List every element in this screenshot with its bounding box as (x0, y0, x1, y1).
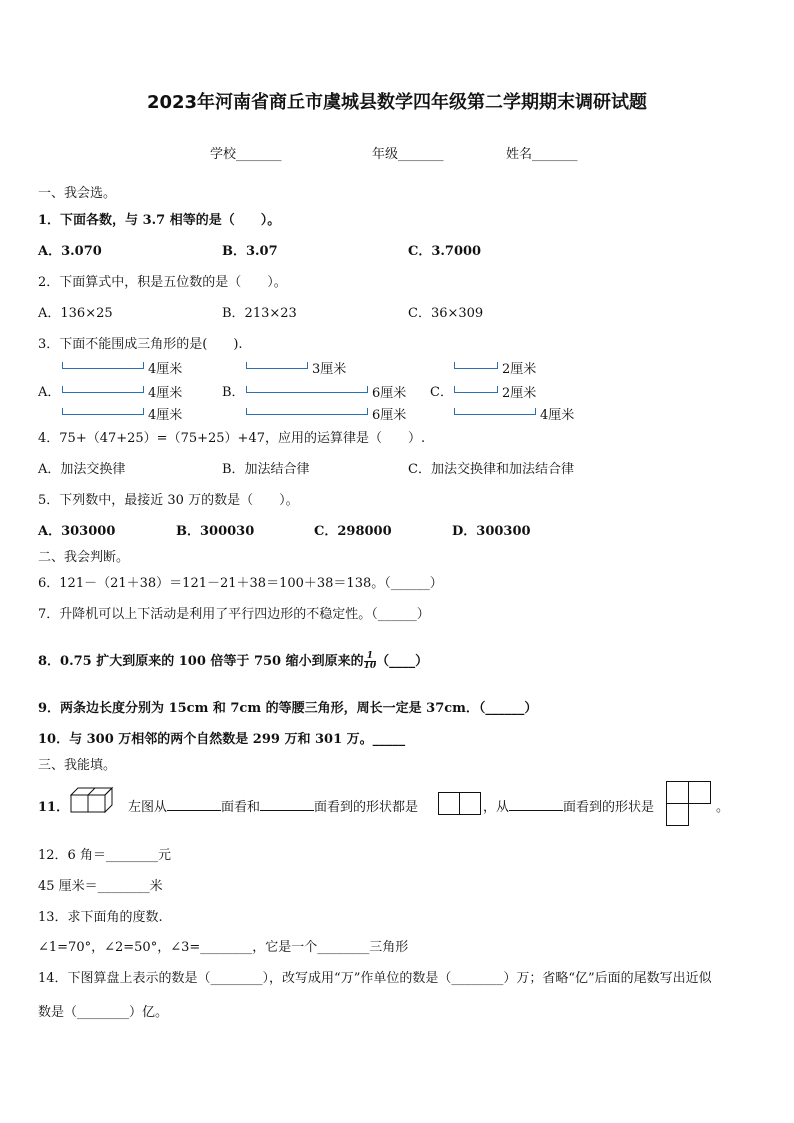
question-4-option-b: B．加法结合律 (222, 462, 310, 477)
school-label: 学校 (210, 147, 237, 162)
segment-line (454, 362, 498, 369)
square-shape (666, 803, 689, 826)
segment-line (62, 408, 144, 415)
segment-length-label: 6厘米 (372, 386, 407, 401)
question-3-option-b-label: B． (222, 385, 245, 400)
question-8-blank: （____） (376, 654, 429, 669)
grade-blank: _______ (398, 147, 444, 162)
answer-blank[interactable] (509, 798, 563, 811)
question-4-stem: 4．75+（47+25）=（75+25）+47，应用的运算律是（ ）. (38, 431, 426, 446)
question-2-stem: 2．下面算式中，积是五位数的是（ ）。 (38, 275, 287, 290)
section-heading: 三、我能填。 (38, 758, 117, 773)
question-1-stem: 1．下面各数，与 3.7 相等的是（ ）。 (38, 213, 281, 228)
segment-line (62, 362, 144, 369)
segment-line (246, 386, 368, 393)
question-9: 9．两条边长度分别为 15cm 和 7cm 的等腰三角形，周长一定是 37cm．（______） (38, 701, 538, 716)
name-blank: _______ (532, 147, 578, 162)
question-5-option-c: C．298000 (314, 524, 392, 539)
segment-length-label: 4厘米 (540, 408, 575, 423)
question-8-text: 8．0.75 扩大到原来的 100 倍等于 750 缩小到原来的 (38, 654, 364, 669)
question-12-line-1: 12．6 角＝________元 (38, 848, 171, 863)
question-10: 10．与 300 万相邻的两个自然数是 299 万和 301 万。_____ (38, 732, 406, 747)
question-13-line: ∠1=70°，∠2=50°，∠3=________，它是一个________三角形 (38, 940, 409, 955)
grade-field (372, 143, 444, 162)
question-5-option-a: A．303000 (38, 524, 116, 539)
q11-text-3: 面看到的形状都是 (314, 800, 419, 815)
question-2-option-c: C．36×309 (408, 306, 484, 321)
segment-line (454, 386, 498, 393)
answer-blank[interactable] (260, 798, 314, 811)
section-heading: 一、我会选。 (38, 186, 117, 201)
question-7: 7．升降机可以上下活动是利用了平行四边形的不稳定性。（______） (38, 607, 430, 622)
segment-line (246, 408, 368, 415)
question-11-number: 11． (38, 800, 70, 815)
segment-length-label: 4厘米 (148, 362, 183, 377)
question-14-line-2: 数是（________）亿。 (38, 1005, 169, 1020)
question-1-option-a: A．3.070 (38, 244, 102, 259)
cube-stack-figure (70, 786, 126, 820)
question-5-option-d: D．300300 (452, 524, 531, 539)
segment-length-label: 2厘米 (502, 386, 537, 401)
segment-length-label: 3厘米 (312, 362, 347, 377)
question-1-option-c: C．3.7000 (408, 244, 482, 259)
q11-text-4: ，从 (483, 800, 510, 815)
question-11-end: 。 (716, 800, 730, 815)
q11-text-1: 左图从 (128, 800, 168, 815)
question-4-option-a: A．加法交换律 (38, 462, 126, 477)
square-shape (459, 792, 481, 815)
section-heading: 二、我会判断。 (38, 550, 130, 565)
question-12-line-2: 45 厘米＝________米 (38, 879, 163, 894)
answer-blank[interactable] (167, 798, 221, 811)
question-3-option-a-label: A． (38, 385, 61, 400)
fraction-one-tenth (364, 652, 377, 671)
school-blank: _______ (236, 147, 282, 162)
segment-length-label: 6厘米 (372, 408, 407, 423)
question-3-option-c-label: C． (430, 385, 453, 400)
question-2-option-a: A．136×25 (38, 306, 113, 321)
fraction-denominator: 10 (363, 661, 377, 671)
segment-line (62, 386, 144, 393)
question-11-text-b (483, 796, 654, 815)
segment-length-label: 2厘米 (502, 362, 537, 377)
question-14-line-1: 14．下图算盘上表示的数是（________），改写成用“万”作单位的数是（________）万；省略“亿”后面的尾数写出近似 (38, 971, 712, 986)
q11-text-2: 面看和 (221, 800, 261, 815)
segment-line (246, 362, 308, 369)
question-2-option-b: B．213×23 (222, 306, 297, 321)
question-13-stem: 13．求下面角的度数. (38, 910, 163, 925)
name-field (506, 143, 578, 162)
school-field (210, 143, 282, 162)
question-5-option-b: B．300030 (176, 524, 255, 539)
grade-label: 年级 (372, 147, 399, 162)
segment-line (454, 408, 536, 415)
square-shape (666, 781, 689, 804)
q11-text-5: 面看到的形状是 (563, 800, 655, 815)
square-shape (688, 781, 711, 804)
question-1-option-b: B．3.07 (222, 244, 278, 259)
question-5-stem: 5．下列数中，最接近 30 万的数是（ ）。 (38, 493, 299, 508)
page-title: 2023年河南省商丘市虞城县数学四年级第二学期期末调研试题 (146, 92, 648, 113)
question-8 (38, 650, 428, 671)
square-shape (438, 792, 460, 815)
name-label: 姓名 (506, 147, 533, 162)
question-3-stem: 3．下面不能围成三角形的是( ). (38, 337, 243, 352)
fraction-numerator: 1 (364, 652, 377, 662)
segment-length-label: 4厘米 (148, 386, 183, 401)
question-4-option-c: C．加法交换律和加法结合律 (408, 462, 574, 477)
question-6: 6．121－（21＋38）＝121－21＋38＝100＋38＝138。（______） (38, 576, 443, 591)
segment-length-label: 4厘米 (148, 408, 183, 423)
question-11-text (128, 796, 418, 815)
